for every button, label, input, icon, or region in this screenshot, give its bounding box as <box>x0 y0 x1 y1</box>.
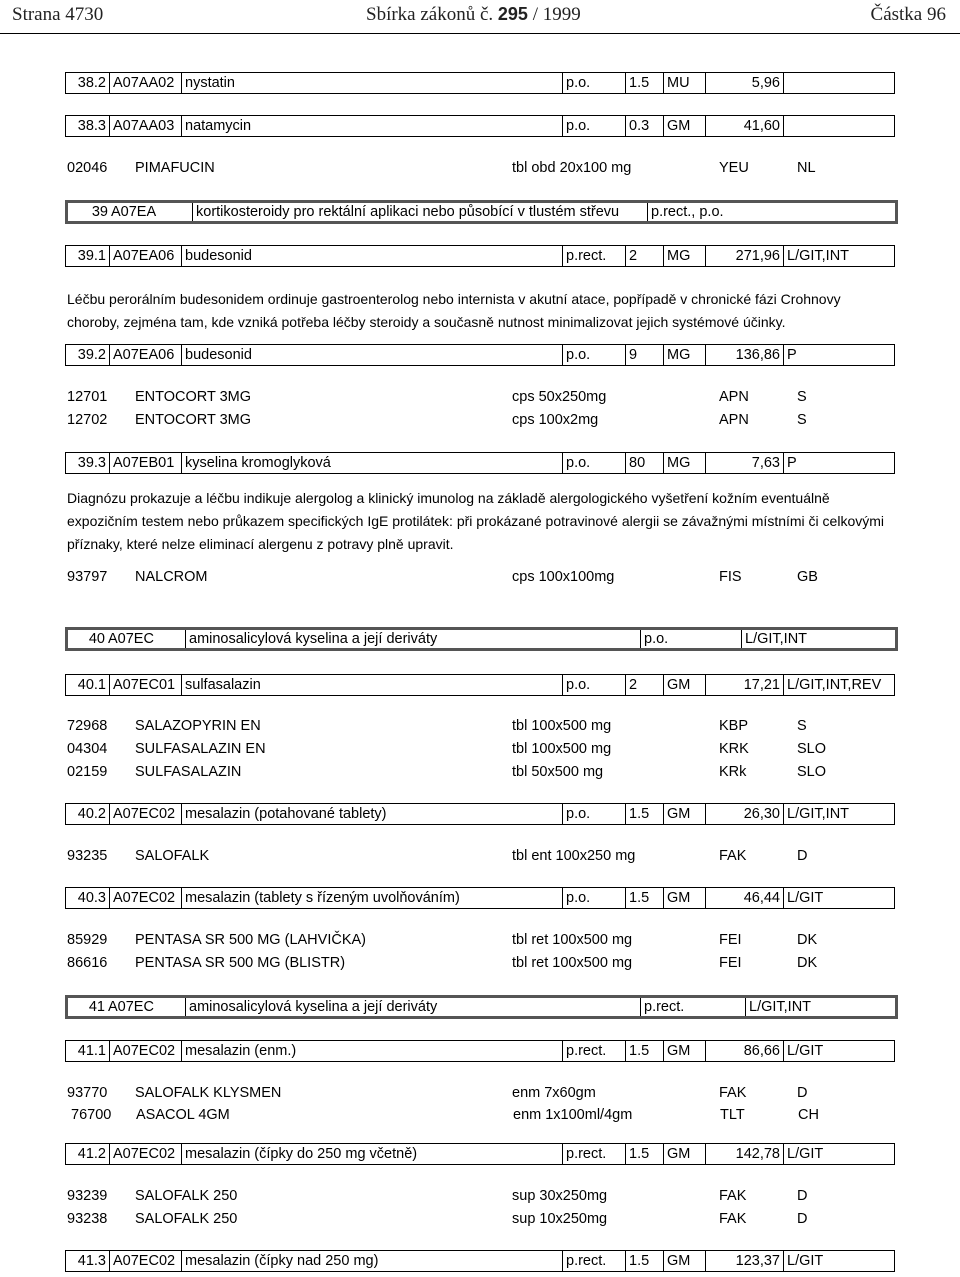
indication-note: Léčbu perorálním budesonidem ordinuje gastroenterolog nebo internista v akutní atace, popřípadě v chronické fázi Crohnovy choroby, zejména tam, kde vzniká potřeba léčby steroidy a současně nutnost minimalizovat jejich systémové účinky. <box>67 291 841 330</box>
substance-name: nystatin <box>181 73 562 93</box>
unit: GM <box>663 1041 705 1061</box>
product-form: tbl obd 20x100 mg <box>512 160 632 176</box>
unit: GM <box>663 804 705 824</box>
unit: MG <box>663 246 705 266</box>
product-holder: KRK <box>719 741 749 757</box>
substance-row <box>65 887 895 909</box>
condition: P <box>783 453 894 473</box>
product-form: sup 10x250mg <box>512 1211 608 1227</box>
product-holder: FEI <box>719 932 742 948</box>
product-code: 93797 <box>67 569 108 585</box>
price: 26,30 <box>705 804 783 824</box>
substance-row <box>65 72 895 94</box>
substance-code: 40.2 <box>77 806 106 822</box>
substance-row <box>65 674 895 696</box>
substance-code: 39.1 <box>77 248 106 264</box>
unit: GM <box>663 1251 705 1271</box>
product-row <box>0 567 960 587</box>
substance-row <box>65 803 895 825</box>
route: p.rect. <box>562 246 625 266</box>
product-holder: FEI <box>719 955 742 971</box>
product-form: tbl ret 100x500 mg <box>512 932 633 948</box>
product-code: 12701 <box>67 389 108 405</box>
unit: GM <box>663 116 705 136</box>
substance-row <box>65 344 895 366</box>
product-name: ASACOL 4GM <box>136 1107 230 1123</box>
unit: GM <box>663 675 705 695</box>
atc-code: A07EC02 <box>109 1041 181 1061</box>
product-country: D <box>797 848 808 864</box>
condition: L/GIT,INT <box>783 246 894 266</box>
substance-row <box>65 115 895 137</box>
route: p.o. <box>562 73 625 93</box>
product-row <box>0 1083 960 1103</box>
product-country: D <box>797 1188 808 1204</box>
product-country: S <box>797 412 807 428</box>
quantity: 1.5 <box>625 804 663 824</box>
slash: / <box>532 4 538 25</box>
product-row <box>0 1186 960 1206</box>
substance-name: budesonid <box>181 246 562 266</box>
product-form: cps 100x2mg <box>512 412 599 428</box>
condition <box>783 73 894 93</box>
route: p.o. <box>562 888 625 908</box>
product-holder: FAK <box>719 1085 747 1101</box>
condition: L/GIT <box>783 1144 894 1164</box>
group-name: aminosalicylová kyselina a její deriváty <box>185 630 640 648</box>
atc-code: A07EC02 <box>109 804 181 824</box>
product-holder: TLT <box>720 1107 745 1123</box>
product-country: S <box>797 389 807 405</box>
substance-name: mesalazin (tablety s řízeným uvolňováním) <box>181 888 562 908</box>
product-code: 93238 <box>67 1211 108 1227</box>
product-code: 93770 <box>67 1085 108 1101</box>
unit: GM <box>663 888 705 908</box>
price: 7,63 <box>705 453 783 473</box>
unit: GM <box>663 1144 705 1164</box>
route: p.o. <box>562 453 625 473</box>
quantity: 1.5 <box>625 888 663 908</box>
condition: L/GIT <box>783 888 894 908</box>
product-country: DK <box>797 955 818 971</box>
product-name: SALOFALK <box>135 848 210 864</box>
group-condition: L/GIT,INT <box>745 998 895 1016</box>
atc-code: A07EB01 <box>109 453 181 473</box>
product-code: 85929 <box>67 932 108 948</box>
product-row <box>0 158 960 178</box>
route: p.o. <box>562 675 625 695</box>
unit: MG <box>663 345 705 365</box>
substance-name: kyselina kromoglyková <box>181 453 562 473</box>
product-form: enm 7x60gm <box>512 1085 596 1101</box>
product-form: cps 50x250mg <box>512 389 607 405</box>
substance-code: 41.2 <box>77 1146 106 1162</box>
product-code: 02046 <box>67 160 108 176</box>
route: p.o. <box>562 345 625 365</box>
product-code: 93239 <box>67 1188 108 1204</box>
substance-code: 38.2 <box>77 75 106 91</box>
atc-code: A07EC01 <box>109 675 181 695</box>
product-name: PIMAFUCIN <box>135 160 215 176</box>
quantity: 80 <box>625 453 663 473</box>
law-year: 1999 <box>542 4 581 25</box>
condition: L/GIT,INT <box>783 804 894 824</box>
product-country: NL <box>797 160 816 176</box>
atc-code: A07EC02 <box>109 1251 181 1271</box>
group-row <box>65 627 898 651</box>
product-row <box>0 1105 960 1125</box>
product-row <box>0 739 960 759</box>
condition: P <box>783 345 894 365</box>
substance-name: mesalazin (potahované tablety) <box>181 804 562 824</box>
product-code: 76700 <box>71 1107 112 1123</box>
product-country: SLO <box>797 741 827 757</box>
product-row <box>0 762 960 782</box>
product-holder: FAK <box>719 1188 747 1204</box>
price: 17,21 <box>705 675 783 695</box>
product-name: SULFASALAZIN <box>135 764 242 780</box>
atc-code: A07AA02 <box>109 73 181 93</box>
quantity: 0.3 <box>625 116 663 136</box>
substance-name: mesalazin (čípky do 250 mg včetně) <box>181 1144 562 1164</box>
product-holder: YEU <box>719 160 749 176</box>
atc-code: A07AA03 <box>109 116 181 136</box>
group-atc: A07EC <box>108 999 154 1015</box>
product-country: S <box>797 718 807 734</box>
substance-code: 41.1 <box>77 1043 106 1059</box>
condition: L/GIT <box>783 1251 894 1271</box>
condition: L/GIT,INT,REV <box>783 675 894 695</box>
product-name: SULFASALAZIN EN <box>135 741 266 757</box>
price: 123,37 <box>705 1251 783 1271</box>
product-country: DK <box>797 932 818 948</box>
substance-code: 39.3 <box>77 455 106 471</box>
product-form: enm 1x100ml/4gm <box>513 1107 633 1123</box>
group-name: aminosalicylová kyselina a její deriváty <box>185 998 640 1016</box>
substance-name: mesalazin (enm.) <box>181 1041 562 1061</box>
unit: MG <box>663 453 705 473</box>
unit: MU <box>663 73 705 93</box>
product-row <box>0 716 960 736</box>
substance-code: 40.1 <box>77 677 106 693</box>
product-row <box>0 953 960 973</box>
price: 86,66 <box>705 1041 783 1061</box>
substance-row <box>65 1040 895 1062</box>
group-name: kortikosteroidy pro rektální aplikaci nebo působící v tlustém střevu <box>192 203 647 221</box>
product-country: D <box>797 1211 808 1227</box>
product-name: SALOFALK KLYSMEN <box>135 1085 282 1101</box>
group-condition: L/GIT,INT <box>741 630 895 648</box>
product-name: ENTOCORT 3MG <box>135 389 252 405</box>
substance-code: 41.3 <box>77 1253 106 1269</box>
product-code: 02159 <box>67 764 108 780</box>
product-row <box>0 846 960 866</box>
product-name: PENTASA SR 500 MG (BLISTR) <box>135 955 346 971</box>
product-form: tbl ret 100x500 mg <box>512 955 633 971</box>
product-holder: KRk <box>719 764 747 780</box>
price: 136,86 <box>705 345 783 365</box>
group-row <box>65 200 898 224</box>
condition: L/GIT <box>783 1041 894 1061</box>
group-route: p.rect., p.o. <box>647 203 739 221</box>
route: p.o. <box>562 804 625 824</box>
product-holder: FIS <box>719 569 742 585</box>
product-form: tbl ent 100x250 mg <box>512 848 636 864</box>
quantity: 9 <box>625 345 663 365</box>
group-atc: A07EC <box>108 631 154 647</box>
collection-prefix: Sbírka zákonů č. <box>366 4 494 25</box>
condition <box>783 116 894 136</box>
product-name: SALOFALK 250 <box>135 1211 238 1227</box>
price: 271,96 <box>705 246 783 266</box>
substance-name: mesalazin (čípky nad 250 mg) <box>181 1251 562 1271</box>
product-holder: KBP <box>719 718 749 734</box>
product-code: 93235 <box>67 848 108 864</box>
substance-code: 38.3 <box>77 118 106 134</box>
substance-row <box>65 1143 895 1165</box>
header-rule <box>0 33 960 34</box>
product-holder: FAK <box>719 1211 747 1227</box>
product-name: SALAZOPYRIN EN <box>135 718 261 734</box>
quantity: 2 <box>625 675 663 695</box>
group-route: p.rect. <box>640 998 745 1016</box>
product-form: cps 100x100mg <box>512 569 615 585</box>
product-code: 72968 <box>67 718 108 734</box>
price: 142,78 <box>705 1144 783 1164</box>
indication-note: Diagnózu prokazuje a léčbu indikuje alergolog a klinický imunolog na základě alergologického vyšetření kožním eventuálně expozičním testem nebo průkazem specifických IgE protilátek: při prokázané potravinové alergii se závažnými místními či celkovými příznaky, které nelze eliminací alergenu z potravy plně upravit. <box>67 490 884 552</box>
substance-row <box>65 1250 895 1272</box>
law-number: 295 <box>497 4 528 24</box>
product-form: tbl 100x500 mg <box>512 741 612 757</box>
price: 5,96 <box>705 73 783 93</box>
product-row <box>0 410 960 430</box>
quantity: 1.5 <box>625 1251 663 1271</box>
product-holder: APN <box>719 389 749 405</box>
price: 41,60 <box>705 116 783 136</box>
product-code: 86616 <box>67 955 108 971</box>
product-form: tbl 50x500 mg <box>512 764 604 780</box>
substance-name: sulfasalazin <box>181 675 562 695</box>
substance-code: 40.3 <box>77 890 106 906</box>
atc-code: A07EA06 <box>109 246 181 266</box>
quantity: 1.5 <box>625 1041 663 1061</box>
group-number: 39 <box>91 204 108 220</box>
collection-title <box>366 4 581 26</box>
atc-code: A07EA06 <box>109 345 181 365</box>
product-name: PENTASA SR 500 MG (LAHVIČKA) <box>135 932 366 948</box>
quantity: 2 <box>625 246 663 266</box>
group-number: 40 <box>88 631 105 647</box>
product-form: tbl 100x500 mg <box>512 718 612 734</box>
product-form: sup 30x250mg <box>512 1188 608 1204</box>
product-country: CH <box>798 1107 819 1123</box>
product-row <box>0 1209 960 1229</box>
substance-row <box>65 245 895 267</box>
route: p.rect. <box>562 1144 625 1164</box>
product-country: GB <box>797 569 818 585</box>
quantity: 1.5 <box>625 1144 663 1164</box>
atc-code: A07EC02 <box>109 888 181 908</box>
substance-code: 39.2 <box>77 347 106 363</box>
group-route: p.o. <box>640 630 741 648</box>
product-name: SALOFALK 250 <box>135 1188 238 1204</box>
route: p.rect. <box>562 1251 625 1271</box>
product-holder: FAK <box>719 848 747 864</box>
product-country: D <box>797 1085 808 1101</box>
product-row <box>0 930 960 950</box>
product-name: ENTOCORT 3MG <box>135 412 252 428</box>
group-row <box>65 995 898 1019</box>
product-code: 04304 <box>67 741 108 757</box>
price: 46,44 <box>705 888 783 908</box>
product-holder: APN <box>719 412 749 428</box>
group-atc: A07EA <box>111 204 157 220</box>
product-country: SLO <box>797 764 827 780</box>
page-number: Strana 4730 <box>12 4 104 25</box>
route: p.rect. <box>562 1041 625 1061</box>
quantity: 1.5 <box>625 73 663 93</box>
part-number: Částka 96 <box>870 4 946 25</box>
group-number: 41 <box>88 999 105 1015</box>
atc-code: A07EC02 <box>109 1144 181 1164</box>
product-code: 12702 <box>67 412 108 428</box>
substance-row <box>65 452 895 474</box>
product-row <box>0 387 960 407</box>
product-name: NALCROM <box>135 569 208 585</box>
substance-name: budesonid <box>181 345 562 365</box>
group-condition <box>748 203 888 221</box>
substance-name: natamycin <box>181 116 562 136</box>
route: p.o. <box>562 116 625 136</box>
